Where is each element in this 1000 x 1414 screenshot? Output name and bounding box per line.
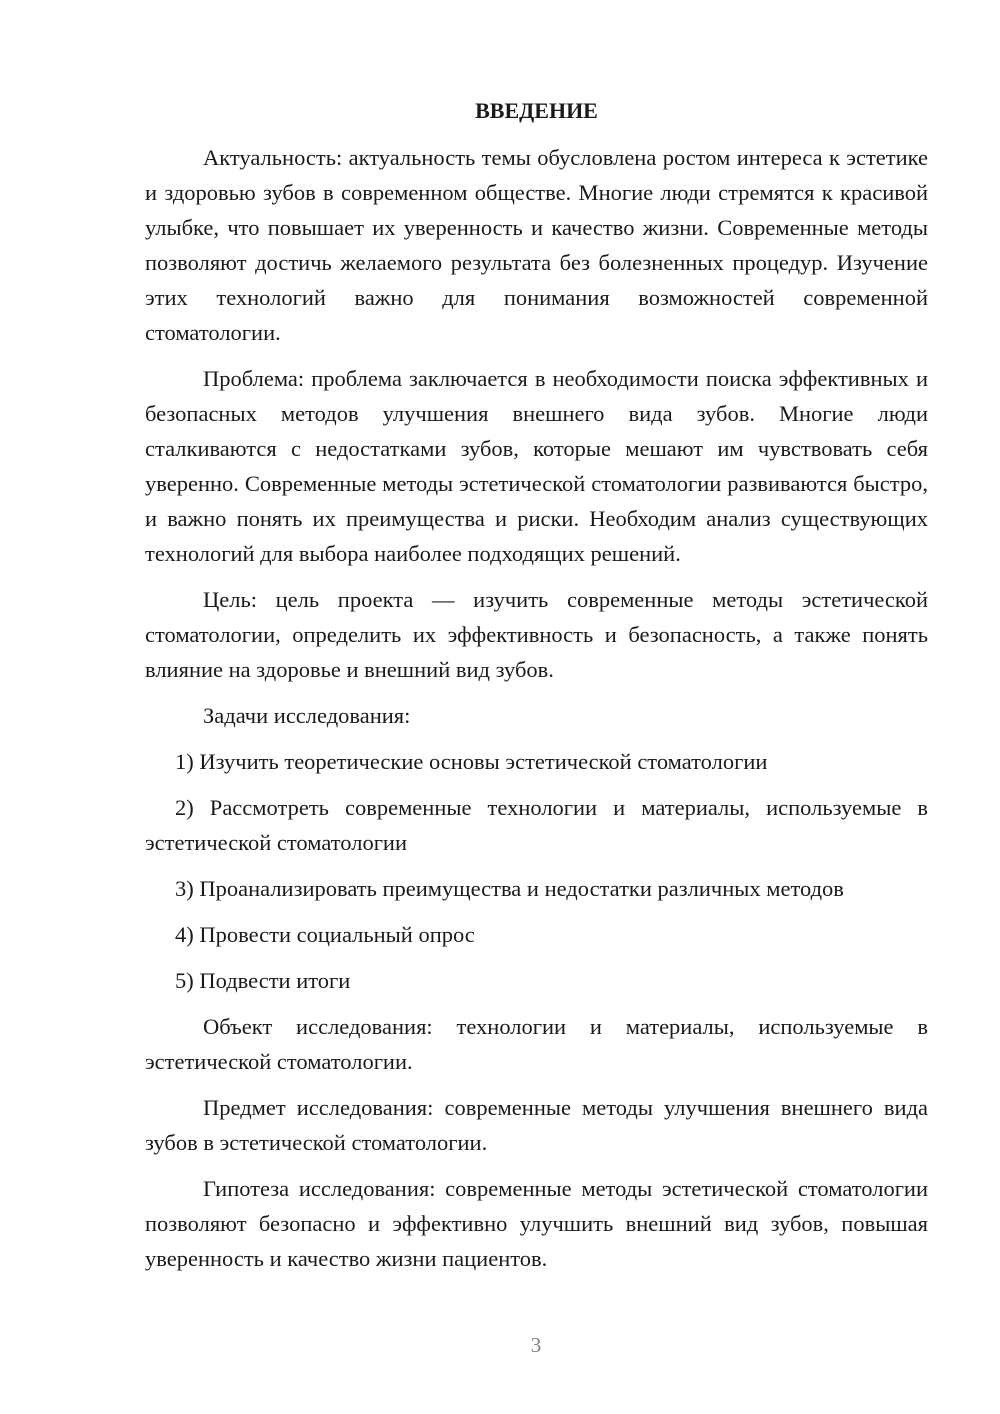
paragraph-goal: Цель: цель проекта — изучить современные методы эстетической стоматологии, определить их эффективность и безопасность, а также понять влияние на здоровье и внешний вид зубов.: [145, 587, 928, 682]
paragraph-problem: Проблема: проблема заключается в необходимости поиска эффективных и безопасных методов улучшения внешнего вида зубов. Многие люди сталкиваются с недостатками зубов, которые мешают им чувствовать себя уверенно. Современные методы эстетической стоматологии развиваются быстро, и важно понять их преимущества и риски. Необходим анализ существующих технологий для выбора наиболее подходящих решений.: [145, 366, 928, 566]
task-item-5: 5) Подвести итоги: [175, 968, 351, 993]
paragraph-subject: Предмет исследования: современные методы улучшения внешнего вида зубов в эстетической стоматологии.: [145, 1095, 928, 1155]
paragraph-object: Объект исследования: технологии и материалы, используемые в эстетической стоматологии.: [145, 1014, 928, 1074]
task-item-3: 3) Проанализировать преимущества и недостатки различных методов: [175, 876, 844, 901]
paragraph-relevance: Актуальность: актуальность темы обусловлена ростом интереса к эстетике и здоровью зубов в современном обществе. Многие люди стремятся к красивой улыбке, что повышает их уверенность и качество жизни. Современные методы позволяют достичь желаемого результата без болезненных процедур. Изучение этих технологий важно для понимания возможностей современной стоматологии.: [145, 145, 928, 345]
page-content: [145, 93, 928, 1287]
task-item-4: 4) Провести социальный опрос: [175, 922, 475, 947]
task-item-1: 1) Изучить теоретические основы эстетической стоматологии: [175, 749, 768, 774]
page-title: ВВЕДЕНИЕ: [475, 98, 598, 123]
tasks-label: Задачи исследования:: [203, 703, 411, 728]
paragraph-hypothesis: Гипотеза исследования: современные методы эстетической стоматологии позволяют безопасно и эффективно улучшить внешний вид зубов, повышая уверенность и качество жизни пациентов.: [145, 1176, 928, 1271]
page-number: 3: [530, 1333, 542, 1357]
task-item-2: 2) Рассмотреть современные технологии и материалы, используемые в эстетической стоматологии: [145, 795, 928, 855]
